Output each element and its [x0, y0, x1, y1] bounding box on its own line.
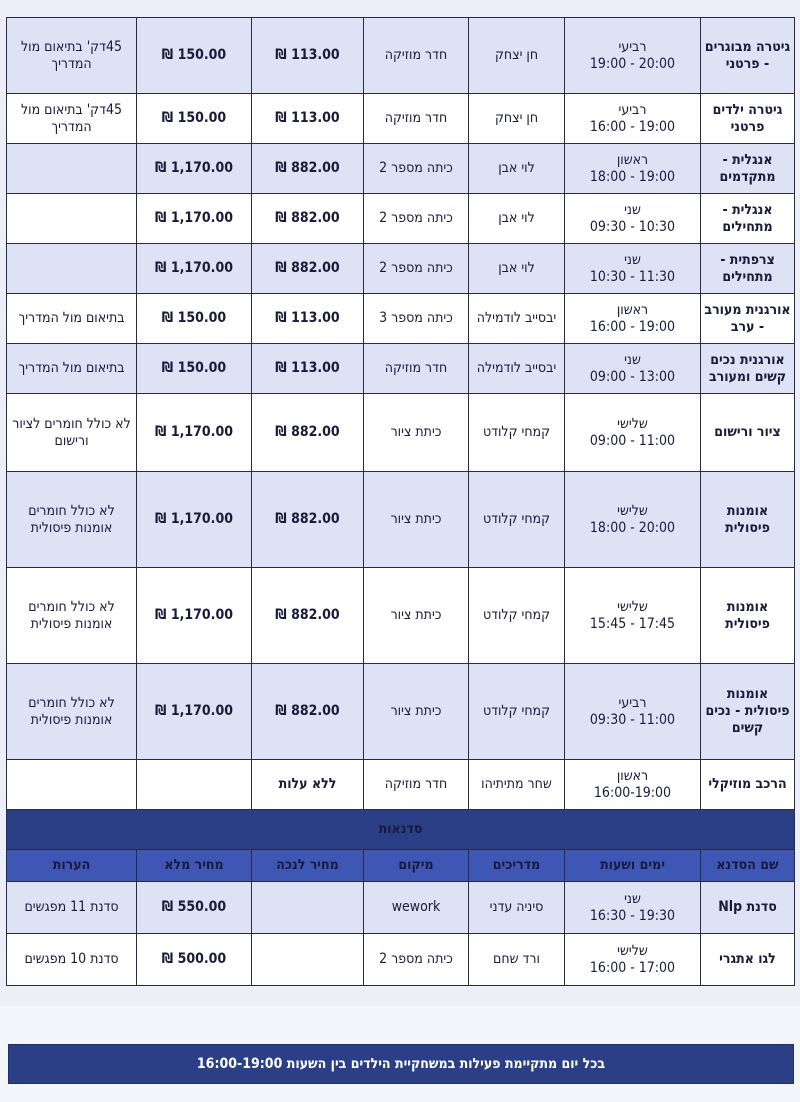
instructor-cell	[469, 94, 565, 144]
day-label: רביעי	[618, 101, 647, 118]
instructor: סיניה עדני	[489, 899, 544, 915]
time-label: 19:00 - 20:00	[589, 55, 676, 72]
time-label: 16:00 - 19:00	[589, 118, 676, 135]
location-cell	[364, 472, 469, 568]
course-name: אומנות פיסולית	[725, 598, 770, 632]
time-label: 09:00 - 11:00	[589, 432, 676, 449]
course-row	[7, 194, 795, 244]
price-full-cell	[137, 244, 252, 294]
notes-cell	[7, 882, 137, 934]
day-time-cell	[565, 882, 701, 934]
course-name-cell	[701, 344, 795, 394]
price-resident-cell	[252, 760, 364, 810]
course-name: אנגלית - מתקדמים	[719, 151, 776, 185]
price-full-cell	[137, 194, 252, 244]
course-row	[7, 344, 795, 394]
location-cell	[364, 568, 469, 664]
course-name-cell	[701, 194, 795, 244]
price-resident-cell	[252, 394, 364, 472]
day-label: ראשון	[616, 301, 649, 318]
location-cell	[364, 244, 469, 294]
day-label: ראשון	[616, 151, 649, 168]
course-row	[7, 244, 795, 294]
course-name-cell	[701, 882, 795, 934]
location-cell	[364, 394, 469, 472]
instructor: קמחי קלודט	[482, 511, 551, 527]
location-cell	[364, 760, 469, 810]
instructor-cell	[469, 472, 565, 568]
price-resident-cell	[252, 18, 364, 94]
location: חדר מוזיקה	[384, 776, 448, 792]
schedule-table	[6, 17, 795, 986]
notes-cell	[7, 760, 137, 810]
location-cell	[364, 18, 469, 94]
notes-cell	[7, 94, 137, 144]
price-full: 550.00 ₪	[161, 899, 227, 915]
price-full: 1,170.00 ₪	[155, 210, 233, 226]
location: חדר מוזיקה	[384, 110, 448, 126]
instructor-cell	[469, 882, 565, 934]
instructor-cell	[469, 244, 565, 294]
course-name: הרכב מוזיקלי	[708, 776, 787, 792]
course-row	[7, 394, 795, 472]
instructor: קמחי קלודט	[482, 424, 551, 440]
time-label: 16:00-19:00	[593, 784, 672, 801]
price-resident-cell	[252, 934, 364, 986]
day-label: שלישי	[617, 415, 648, 432]
day-label: שלישי	[617, 942, 648, 959]
day-time-cell	[565, 244, 701, 294]
location: כיתה מספר 2	[379, 160, 453, 176]
day-time-cell	[565, 760, 701, 810]
price-resident: 113.00 ₪	[275, 47, 340, 63]
price-full: 150.00 ₪	[161, 110, 227, 126]
notes: 45דק' בתיאום מול המדריך	[20, 101, 123, 135]
price-resident: 882.00 ₪	[275, 424, 340, 440]
course-name-cell	[701, 664, 795, 760]
day-label: רביעי	[618, 694, 647, 711]
column-header: מיקום	[364, 850, 469, 882]
course-name: אורגנית נכים קשים ומעורב	[708, 351, 787, 385]
instructor-cell	[469, 664, 565, 760]
price-resident: 113.00 ₪	[275, 310, 340, 326]
instructor: לוי אבן	[498, 160, 535, 176]
column-header: מחיר לנכה	[252, 850, 364, 882]
notes-cell	[7, 144, 137, 194]
price-full-cell	[137, 760, 252, 810]
day-label: שני	[624, 201, 641, 218]
location: כיתת ציור	[390, 703, 442, 719]
notes-cell	[7, 394, 137, 472]
notes: 45דק' בתיאום מול המדריך	[20, 38, 123, 72]
price-resident-cell	[252, 294, 364, 344]
instructor-cell	[469, 194, 565, 244]
time-label: 15:45 - 17:45	[589, 615, 676, 632]
notes: לא כולל חומרים אומנות פיסולית	[28, 598, 115, 632]
course-row	[7, 144, 795, 194]
notes-cell	[7, 244, 137, 294]
notes: סדנת 10 מפגשים	[24, 951, 119, 967]
price-full-cell	[137, 472, 252, 568]
price-resident-cell	[252, 344, 364, 394]
day-label: רביעי	[618, 38, 647, 55]
price-resident: 882.00 ₪	[275, 511, 340, 527]
notes-cell	[7, 344, 137, 394]
column-header: ימים ושעות	[565, 850, 701, 882]
course-name: אורגנית מעורב - ערב	[704, 301, 791, 335]
location-cell	[364, 664, 469, 760]
price-full-cell	[137, 882, 252, 934]
course-name: סדנת Nlp	[718, 899, 777, 915]
time-label: 09:30 - 11:00	[589, 711, 676, 728]
instructor-cell	[469, 760, 565, 810]
column-header: הערות	[7, 850, 137, 882]
course-name-cell	[701, 144, 795, 194]
course-row	[7, 294, 795, 344]
location-cell	[364, 344, 469, 394]
time-label: 16:00 - 19:00	[589, 318, 676, 335]
course-row	[7, 664, 795, 760]
notes-cell	[7, 664, 137, 760]
instructor: שחר מתיתיהו	[481, 776, 552, 792]
location: כיתה מספר 2	[379, 951, 453, 967]
day-time-cell	[565, 294, 701, 344]
notes: בתיאום מול המדריך	[18, 360, 125, 376]
price-full: 1,170.00 ₪	[155, 424, 233, 440]
location-cell	[364, 294, 469, 344]
column-header: מחיר מלא	[137, 850, 252, 882]
day-time-cell	[565, 568, 701, 664]
instructor-cell	[469, 934, 565, 986]
price-full: 1,170.00 ₪	[155, 703, 233, 719]
location: כיתה מספר 2	[379, 260, 453, 276]
course-row	[7, 760, 795, 810]
day-label: שני	[624, 251, 641, 268]
course-name-cell	[701, 244, 795, 294]
notes-cell	[7, 18, 137, 94]
instructor: חן יצחק	[494, 47, 539, 63]
course-name-cell	[701, 94, 795, 144]
course-name-cell	[701, 294, 795, 344]
workshop-row	[7, 934, 795, 986]
price-full-cell	[137, 934, 252, 986]
instructor: לוי אבן	[498, 260, 535, 276]
price-full-cell	[137, 394, 252, 472]
instructor-cell	[469, 394, 565, 472]
course-name-cell	[701, 568, 795, 664]
price-full: 1,170.00 ₪	[155, 607, 233, 623]
course-name-cell	[701, 18, 795, 94]
price-resident: 113.00 ₪	[275, 110, 340, 126]
day-time-cell	[565, 18, 701, 94]
price-full-cell	[137, 94, 252, 144]
instructor: לוי אבן	[498, 210, 535, 226]
notes-cell	[7, 568, 137, 664]
schedule-sheet	[6, 17, 794, 986]
day-label: שני	[624, 890, 641, 907]
workshops-header-row	[7, 850, 795, 882]
day-label: שלישי	[617, 598, 648, 615]
price-resident-cell	[252, 94, 364, 144]
location-cell	[364, 882, 469, 934]
price-resident: 882.00 ₪	[275, 607, 340, 623]
notes: סדנת 11 מפגשים	[24, 899, 119, 915]
notes: לא כולל חומרים אומנות פיסולית	[28, 694, 115, 728]
price-resident-cell	[252, 664, 364, 760]
time-label: 18:00 - 19:00	[589, 168, 676, 185]
workshops-title: סדנאות	[7, 810, 795, 850]
instructor: קמחי קלודט	[482, 607, 551, 623]
course-name-cell	[701, 760, 795, 810]
price-full: 150.00 ₪	[161, 47, 227, 63]
course-row	[7, 94, 795, 144]
price-full: 1,170.00 ₪	[155, 511, 233, 527]
price-resident-cell	[252, 244, 364, 294]
notes: בתיאום מול המדריך	[18, 310, 125, 326]
instructor-cell	[469, 18, 565, 94]
day-time-cell	[565, 344, 701, 394]
price-resident-cell	[252, 882, 364, 934]
price-resident: 113.00 ₪	[275, 360, 340, 376]
price-resident: 882.00 ₪	[275, 260, 340, 276]
instructor-cell	[469, 344, 565, 394]
location: כיתת ציור	[390, 607, 442, 623]
price-full-cell	[137, 568, 252, 664]
courses-body	[7, 18, 795, 810]
day-label: ראשון	[616, 767, 649, 784]
price-full: 150.00 ₪	[161, 310, 227, 326]
instructor: יבסייב לודמילה	[476, 360, 557, 376]
location: כיתה מספר 2	[379, 210, 453, 226]
time-label: 16:30 - 19:30	[589, 907, 676, 924]
price-resident-cell	[252, 194, 364, 244]
price-full-cell	[137, 18, 252, 94]
column-header: מדריכים	[469, 850, 565, 882]
course-name: לגו אתגרי	[719, 951, 776, 967]
time-label: 09:30 - 10:30	[589, 218, 676, 235]
location: חדר מוזיקה	[384, 47, 448, 63]
workshop-row	[7, 882, 795, 934]
time-label: 10:30 - 11:30	[589, 268, 676, 285]
day-label: שלישי	[617, 502, 648, 519]
instructor-cell	[469, 568, 565, 664]
notes-cell	[7, 934, 137, 986]
course-row	[7, 568, 795, 664]
course-name: ציור ורישום	[714, 424, 781, 440]
day-time-cell	[565, 144, 701, 194]
day-time-cell	[565, 664, 701, 760]
location: חדר מוזיקה	[384, 360, 448, 376]
day-label: שני	[624, 351, 641, 368]
price-resident-cell	[252, 568, 364, 664]
location: wework	[391, 899, 441, 915]
location-cell	[364, 194, 469, 244]
price-full: 1,170.00 ₪	[155, 260, 233, 276]
course-name-cell	[701, 472, 795, 568]
location-cell	[364, 934, 469, 986]
course-name: גיטרה ילדים פרטני	[712, 101, 783, 135]
notes-cell	[7, 294, 137, 344]
column-header: שם הסדנא	[701, 850, 795, 882]
day-time-cell	[565, 934, 701, 986]
instructor: ורד שחם	[493, 951, 540, 967]
notes-cell	[7, 194, 137, 244]
price-full-cell	[137, 664, 252, 760]
location: כיתת ציור	[390, 511, 442, 527]
price-full: 500.00 ₪	[161, 951, 227, 967]
day-time-cell	[565, 394, 701, 472]
course-name-cell	[701, 934, 795, 986]
price-resident: 882.00 ₪	[275, 210, 340, 226]
time-label: 09:00 - 13:00	[589, 368, 676, 385]
instructor: יבסייב לודמילה	[476, 310, 557, 326]
price-resident: 882.00 ₪	[275, 703, 340, 719]
price-resident-cell	[252, 144, 364, 194]
location: כיתה מספר 3	[379, 310, 453, 326]
instructor: קמחי קלודט	[482, 703, 551, 719]
notes-cell	[7, 472, 137, 568]
location: כיתת ציור	[390, 424, 442, 440]
course-name: צרפתית - מתחילים	[720, 251, 775, 285]
course-row	[7, 18, 795, 94]
notes: לא כולל חומרים אומנות פיסולית	[28, 502, 115, 536]
workshops-rows	[7, 882, 795, 986]
location-cell	[364, 94, 469, 144]
course-name: אנגלית - מתחילים	[722, 201, 773, 235]
course-name: אומנות פיסולית	[725, 502, 770, 536]
course-row	[7, 472, 795, 568]
day-time-cell	[565, 194, 701, 244]
time-label: 18:00 - 20:00	[589, 519, 676, 536]
price-full-cell	[137, 344, 252, 394]
day-time-cell	[565, 472, 701, 568]
price-resident: 882.00 ₪	[275, 160, 340, 176]
instructor: חן יצחק	[494, 110, 539, 126]
notes: לא כולל חומרים לציור ורישום	[12, 415, 131, 449]
course-name-cell	[701, 394, 795, 472]
workshops-title-row	[7, 810, 795, 850]
price-full-cell	[137, 144, 252, 194]
workshops-body	[7, 810, 795, 882]
price-full: 150.00 ₪	[161, 360, 227, 376]
course-name: גיטרה מבוגרים - פרטני	[704, 38, 791, 72]
price-full-cell	[137, 294, 252, 344]
price-resident-cell	[252, 472, 364, 568]
instructor-cell	[469, 294, 565, 344]
price-full: 1,170.00 ₪	[155, 160, 233, 176]
footer-banner: בכל יום מתקיימת פעילות במשחקיית הילדים בין השעות 16:00-19:00	[8, 1044, 794, 1084]
instructor-cell	[469, 144, 565, 194]
course-name: אומנות פיסולית - נכים קשים	[705, 686, 790, 736]
location-cell	[364, 144, 469, 194]
time-label: 16:00 - 17:00	[589, 959, 676, 976]
day-time-cell	[565, 94, 701, 144]
price-resident: ללא עלות	[278, 776, 337, 792]
